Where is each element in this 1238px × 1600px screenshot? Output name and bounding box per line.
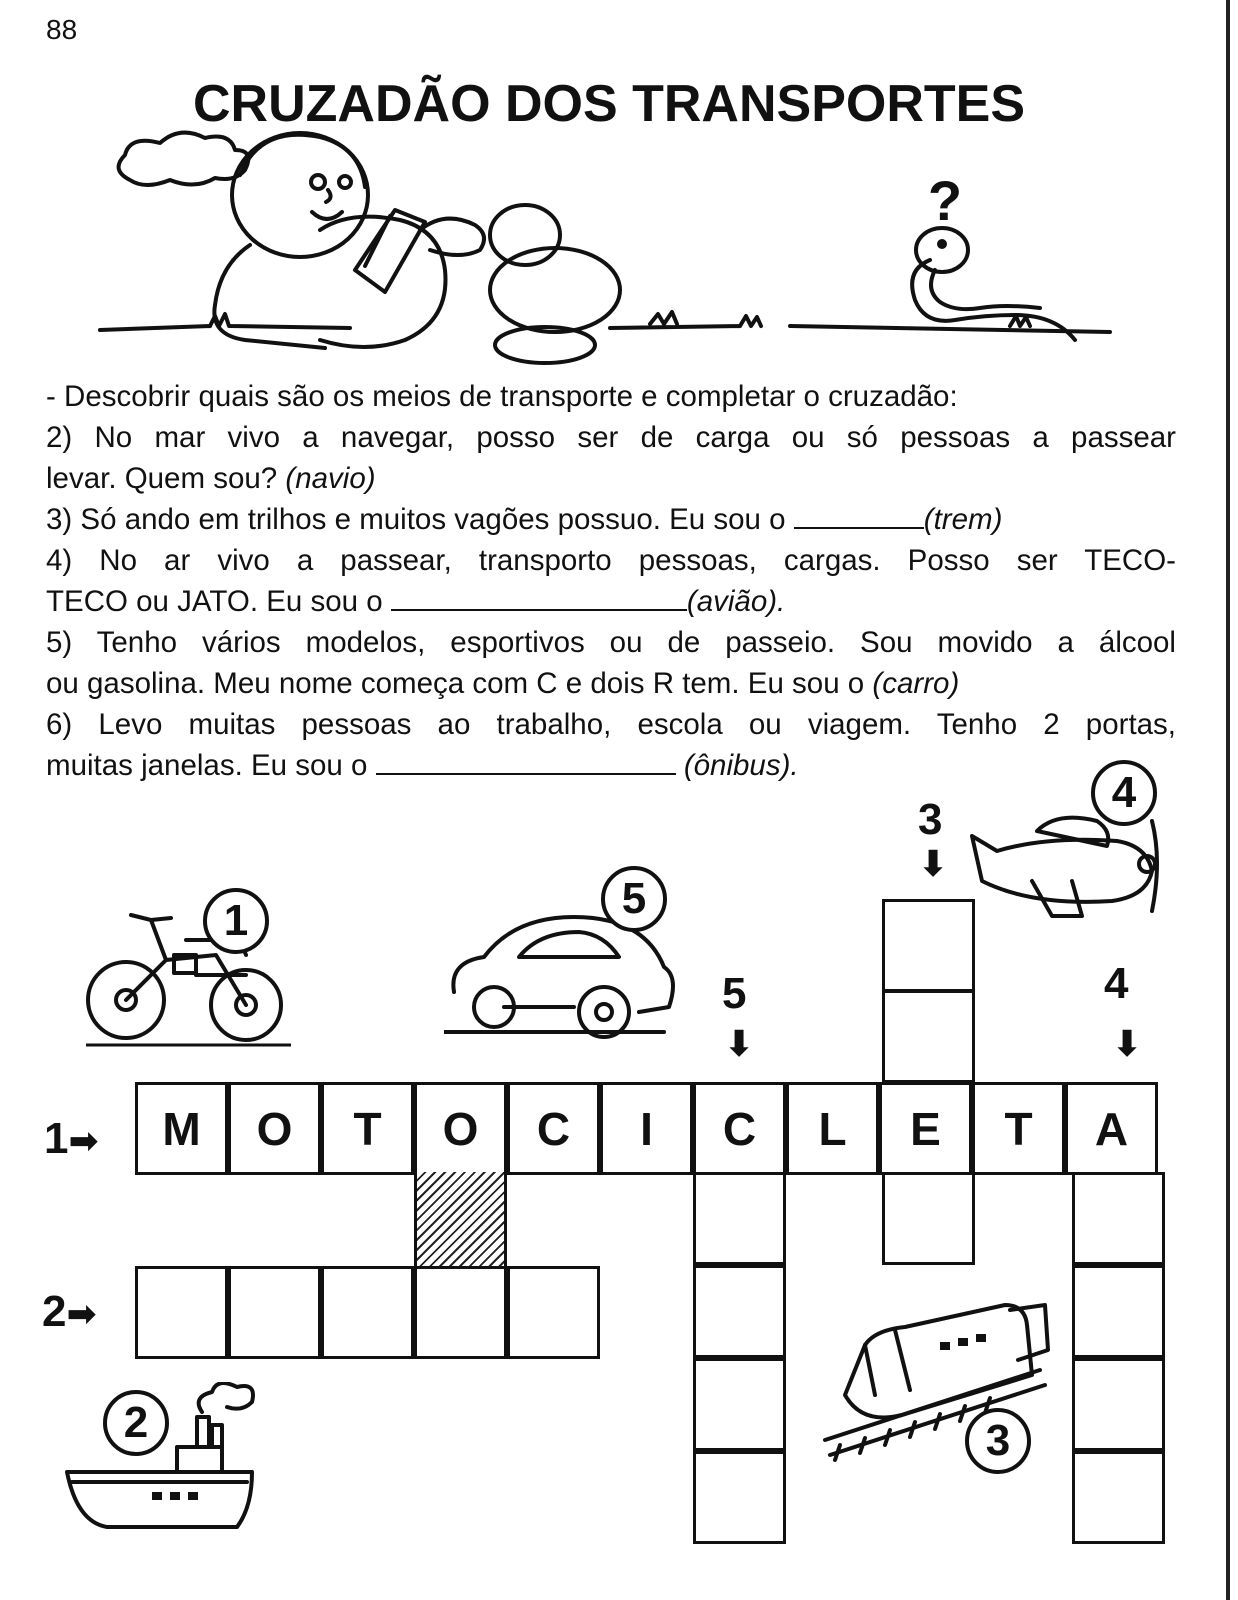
cell-r2-c5[interactable] [507,1266,600,1359]
clue-4-text: TECO ou JATO. Eu sou o [46,585,383,618]
instructions [46,376,1176,786]
arrow-down-icon: ⬇ [918,843,949,884]
clue-6-line-1: 6) Levo muitas pessoas ao trabalho, escola ou viagem. Tenho 2 portas, [46,708,1176,741]
arrow-right-icon: ➡ [68,1120,99,1161]
cell-r1-c11[interactable]: A [1065,1082,1158,1175]
clue-5-answer: (carro) [872,667,960,700]
clue-3-blank[interactable] [794,501,924,529]
hatched-block [414,1172,507,1266]
clue-6-answer: (ônibus). [683,749,799,782]
badge-car: 5 [601,866,667,932]
clue-2-line-1: 2) No mar vivo a navegar, posso ser de carga ou só pessoas a passear [46,421,1176,454]
clue-2-line-2 [46,458,1176,499]
cell-r1-c6[interactable]: I [600,1082,693,1175]
clue-5-line-2 [46,663,1176,704]
cell-d4-5[interactable] [1072,1451,1165,1544]
page-number: 88 [46,14,78,45]
clue-4-line-1: 4) No ar vivo a passear, transporto pessoas, cargas. Posso ser TECO- [46,544,1176,577]
across-1-label: 1➡ [44,1114,99,1163]
clue-3-answer: (trem) [923,503,1003,536]
airplane-icon [962,806,1172,921]
down-3-label: 3 [918,795,943,844]
cell-d5-5[interactable] [693,1451,786,1544]
cell-d5-2[interactable] [693,1172,786,1265]
clue-4-blank[interactable] [391,583,687,611]
cell-d4-3[interactable] [1072,1265,1165,1358]
page-edge-rule [1226,0,1230,1600]
cloud-icon [119,133,249,185]
clue-3-text: 3) Só ando em trilhos e muitos vagões possuo. Eu sou o [46,503,786,536]
badge-ship: 2 [103,1390,169,1456]
cell-r2-c3[interactable] [321,1266,414,1359]
cell-d5-4[interactable] [693,1358,786,1451]
down-4-label: 4 [1104,959,1129,1008]
badge-train: 3 [965,1408,1031,1474]
clue-4-line-2 [46,581,1176,622]
clue-4-answer: (avião). [686,585,786,618]
cell-r1-c4[interactable]: O [414,1082,507,1175]
cell-r1-c10[interactable]: T [972,1082,1065,1175]
badge-airplane: 4 [1091,760,1157,826]
arrow-down-icon: ⬇ [724,1023,755,1064]
page-title: CRUZADÃO DOS TRANSPORTES [192,75,1026,133]
cell-r1-c8[interactable]: L [786,1082,879,1175]
cell-d4-4[interactable] [1072,1358,1165,1451]
cell-r2-c4[interactable] [414,1266,507,1359]
arrow-down-icon: ⬇ [1112,1023,1143,1064]
cell-d5-3[interactable] [693,1265,786,1358]
across-2-label: 2➡ [42,1287,97,1336]
down-5-label: 5 [722,969,747,1018]
cell-d3-4[interactable] [882,1172,975,1265]
cell-r1-c1[interactable]: M [135,1082,228,1175]
clue-5-text: ou gasolina. Meu nome começa com C e dois R tem. Eu sou o [46,667,865,700]
instructions-intro: - Descobrir quais são os meios de transporte e completar o cruzadão: [46,380,958,413]
cell-r1-c5[interactable]: C [507,1082,600,1175]
clue-2-text: levar. Quem sou? [46,462,278,495]
cell-r1-c7[interactable]: C [693,1082,786,1175]
clue-6-text: muitas janelas. Eu sou o [46,749,368,782]
clue-6-blank[interactable] [376,747,676,775]
cell-r1-c9[interactable]: E [879,1082,972,1175]
cell-r1-c2[interactable]: O [228,1082,321,1175]
clue-3-line [46,499,1176,540]
book-icon [355,210,425,292]
cell-r2-c1[interactable] [135,1266,228,1359]
question-mark: ? [927,169,963,232]
cell-r1-c3[interactable]: T [321,1082,414,1175]
clue-5-line-1: 5) Tenho vários modelos, esportivos ou de passeio. Sou movido a álcool [46,626,1176,659]
clue-6-line-2 [46,745,1176,786]
badge-motorcycle: 1 [203,888,269,954]
car-icon [444,912,679,1042]
cell-d3-2[interactable] [882,990,975,1083]
arrow-right-icon: ➡ [66,1293,97,1334]
clue-2-answer: (navio) [285,462,376,495]
cell-r2-c2[interactable] [228,1266,321,1359]
reading-boy-illustration [90,120,1120,370]
cell-d4-2[interactable] [1072,1172,1165,1265]
